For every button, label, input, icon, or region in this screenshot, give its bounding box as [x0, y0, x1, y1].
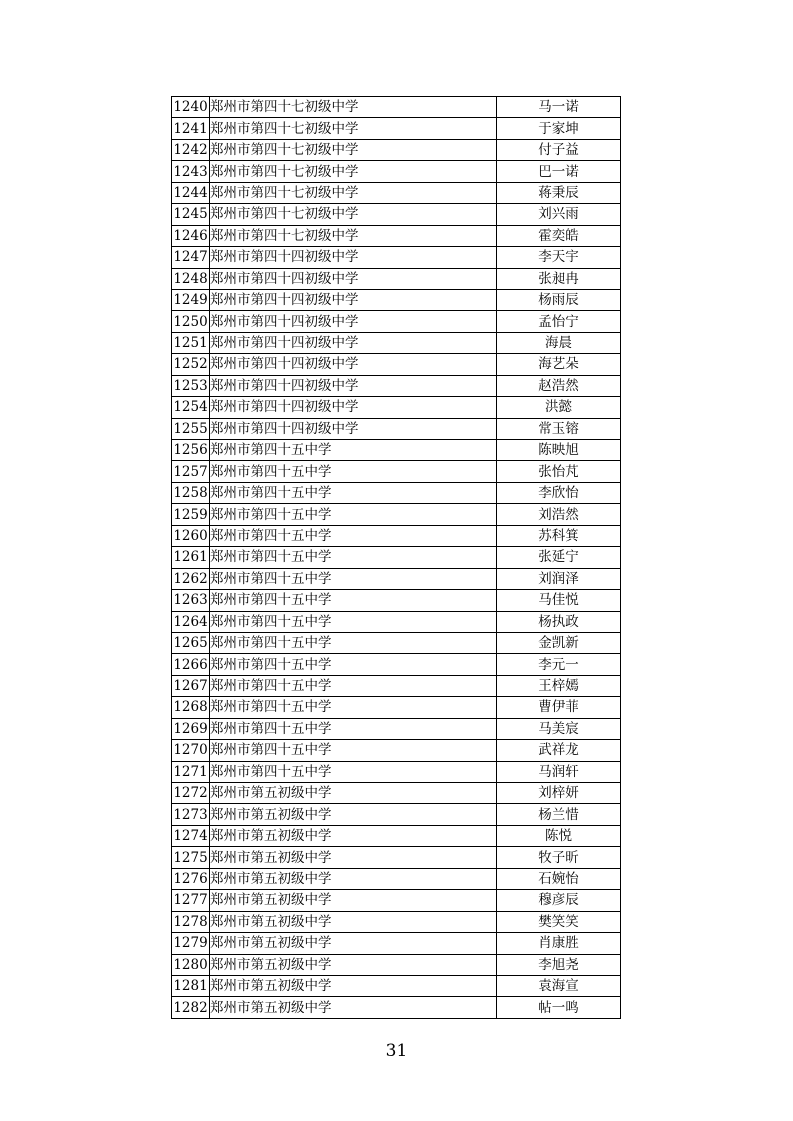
- student-name-cell: 马润轩: [497, 761, 621, 782]
- row-number-cell: 1243: [172, 161, 210, 182]
- row-number-cell: 1253: [172, 375, 210, 396]
- row-number-cell: 1278: [172, 911, 210, 932]
- student-name-cell: 蒋秉辰: [497, 182, 621, 203]
- table-row: [172, 225, 621, 246]
- student-name-cell: 李旭尧: [497, 954, 621, 975]
- row-number-cell: 1268: [172, 697, 210, 718]
- table-row: [172, 332, 621, 353]
- school-name-cell: 郑州市第五初级中学: [210, 997, 497, 1018]
- school-name-cell: 郑州市第四十四初级中学: [210, 397, 497, 418]
- page-number: 31: [385, 1041, 408, 1061]
- school-name-cell: 郑州市第四十五中学: [210, 718, 497, 739]
- school-name-cell: 郑州市第四十五中学: [210, 697, 497, 718]
- student-name-cell: 石婉怡: [497, 868, 621, 889]
- student-name-cell: 杨雨辰: [497, 289, 621, 310]
- table-row: [172, 868, 621, 889]
- school-name-cell: 郑州市第四十五中学: [210, 568, 497, 589]
- row-number-cell: 1270: [172, 740, 210, 761]
- table-row: [172, 933, 621, 954]
- school-name-cell: 郑州市第四十七初级中学: [210, 225, 497, 246]
- row-number-cell: 1256: [172, 440, 210, 461]
- row-number-cell: 1274: [172, 825, 210, 846]
- student-name-cell: 海艺朵: [497, 354, 621, 375]
- row-number-cell: 1262: [172, 568, 210, 589]
- row-number-cell: 1279: [172, 933, 210, 954]
- school-name-cell: 郑州市第四十四初级中学: [210, 332, 497, 353]
- roster-table-body: [172, 97, 621, 1019]
- table-row: [172, 590, 621, 611]
- row-number-cell: 1273: [172, 804, 210, 825]
- table-row: [172, 525, 621, 546]
- row-number-cell: 1260: [172, 525, 210, 546]
- student-name-cell: 袁海宣: [497, 975, 621, 996]
- student-name-cell: 张昶冉: [497, 268, 621, 289]
- student-name-cell: 海晨: [497, 332, 621, 353]
- table-row: [172, 847, 621, 868]
- student-name-cell: 肖康胜: [497, 933, 621, 954]
- student-name-cell: 于家坤: [497, 118, 621, 139]
- student-name-cell: 洪懿: [497, 397, 621, 418]
- school-name-cell: 郑州市第五初级中学: [210, 825, 497, 846]
- table-row: [172, 547, 621, 568]
- school-name-cell: 郑州市第四十五中学: [210, 504, 497, 525]
- table-row: [172, 440, 621, 461]
- row-number-cell: 1248: [172, 268, 210, 289]
- school-name-cell: 郑州市第五初级中学: [210, 933, 497, 954]
- row-number-cell: 1254: [172, 397, 210, 418]
- student-name-cell: 王梓嫣: [497, 675, 621, 696]
- table-row: [172, 890, 621, 911]
- row-number-cell: 1280: [172, 954, 210, 975]
- row-number-cell: 1258: [172, 482, 210, 503]
- school-name-cell: 郑州市第四十四初级中学: [210, 268, 497, 289]
- row-number-cell: 1265: [172, 632, 210, 653]
- school-name-cell: 郑州市第四十五中学: [210, 675, 497, 696]
- school-name-cell: 郑州市第四十四初级中学: [210, 354, 497, 375]
- table-row: [172, 761, 621, 782]
- student-name-cell: 刘兴雨: [497, 204, 621, 225]
- table-row: [172, 783, 621, 804]
- student-name-cell: 赵浩然: [497, 375, 621, 396]
- row-number-cell: 1263: [172, 590, 210, 611]
- school-name-cell: 郑州市第五初级中学: [210, 975, 497, 996]
- row-number-cell: 1271: [172, 761, 210, 782]
- table-row: [172, 247, 621, 268]
- table-row: [172, 182, 621, 203]
- school-name-cell: 郑州市第四十七初级中学: [210, 161, 497, 182]
- table-row: [172, 654, 621, 675]
- student-name-cell: 曹伊菲: [497, 697, 621, 718]
- table-row: [172, 418, 621, 439]
- school-name-cell: 郑州市第五初级中学: [210, 890, 497, 911]
- table-row: [172, 697, 621, 718]
- table-row: [172, 482, 621, 503]
- school-name-cell: 郑州市第四十四初级中学: [210, 375, 497, 396]
- row-number-cell: 1242: [172, 139, 210, 160]
- school-name-cell: 郑州市第四十五中学: [210, 740, 497, 761]
- row-number-cell: 1240: [172, 97, 210, 118]
- table-row: [172, 118, 621, 139]
- row-number-cell: 1255: [172, 418, 210, 439]
- row-number-cell: 1269: [172, 718, 210, 739]
- student-name-cell: 马一诺: [497, 97, 621, 118]
- student-name-cell: 孟怡宁: [497, 311, 621, 332]
- row-number-cell: 1275: [172, 847, 210, 868]
- row-number-cell: 1282: [172, 997, 210, 1018]
- row-number-cell: 1259: [172, 504, 210, 525]
- school-name-cell: 郑州市第四十七初级中学: [210, 139, 497, 160]
- school-name-cell: 郑州市第四十七初级中学: [210, 118, 497, 139]
- row-number-cell: 1281: [172, 975, 210, 996]
- table-row: [172, 975, 621, 996]
- table-row: [172, 997, 621, 1018]
- row-number-cell: 1277: [172, 890, 210, 911]
- school-name-cell: 郑州市第四十五中学: [210, 611, 497, 632]
- student-name-cell: 张延宁: [497, 547, 621, 568]
- row-number-cell: 1267: [172, 675, 210, 696]
- school-name-cell: 郑州市第四十五中学: [210, 440, 497, 461]
- table-row: [172, 718, 621, 739]
- table-row: [172, 804, 621, 825]
- school-name-cell: 郑州市第四十七初级中学: [210, 204, 497, 225]
- school-name-cell: 郑州市第五初级中学: [210, 804, 497, 825]
- table-row: [172, 161, 621, 182]
- table-row: [172, 289, 621, 310]
- table-row: [172, 504, 621, 525]
- school-name-cell: 郑州市第四十五中学: [210, 525, 497, 546]
- student-name-cell: 苏科箕: [497, 525, 621, 546]
- student-name-cell: 马美宸: [497, 718, 621, 739]
- row-number-cell: 1276: [172, 868, 210, 889]
- school-name-cell: 郑州市第四十五中学: [210, 761, 497, 782]
- student-name-cell: 付子益: [497, 139, 621, 160]
- row-number-cell: 1244: [172, 182, 210, 203]
- row-number-cell: 1272: [172, 783, 210, 804]
- row-number-cell: 1249: [172, 289, 210, 310]
- student-name-cell: 李欣怡: [497, 482, 621, 503]
- student-name-cell: 樊笑笑: [497, 911, 621, 932]
- student-name-cell: 常玉镕: [497, 418, 621, 439]
- student-name-cell: 李天宇: [497, 247, 621, 268]
- table-row: [172, 461, 621, 482]
- table-row: [172, 568, 621, 589]
- table-row: [172, 611, 621, 632]
- student-name-cell: 刘浩然: [497, 504, 621, 525]
- student-name-cell: 金凯新: [497, 632, 621, 653]
- school-name-cell: 郑州市第四十五中学: [210, 590, 497, 611]
- school-name-cell: 郑州市第四十四初级中学: [210, 247, 497, 268]
- row-number-cell: 1247: [172, 247, 210, 268]
- student-name-cell: 马佳悦: [497, 590, 621, 611]
- school-name-cell: 郑州市第四十四初级中学: [210, 311, 497, 332]
- school-name-cell: 郑州市第五初级中学: [210, 783, 497, 804]
- school-name-cell: 郑州市第五初级中学: [210, 868, 497, 889]
- school-name-cell: 郑州市第四十五中学: [210, 632, 497, 653]
- student-name-cell: 李元一: [497, 654, 621, 675]
- table-row: [172, 354, 621, 375]
- school-name-cell: 郑州市第四十七初级中学: [210, 182, 497, 203]
- row-number-cell: 1241: [172, 118, 210, 139]
- school-name-cell: 郑州市第五初级中学: [210, 847, 497, 868]
- table-row: [172, 911, 621, 932]
- school-name-cell: 郑州市第四十四初级中学: [210, 418, 497, 439]
- student-name-cell: 张怡芃: [497, 461, 621, 482]
- student-name-cell: 刘梓妍: [497, 783, 621, 804]
- row-number-cell: 1261: [172, 547, 210, 568]
- table-row: [172, 204, 621, 225]
- row-number-cell: 1251: [172, 332, 210, 353]
- row-number-cell: 1264: [172, 611, 210, 632]
- table-row: [172, 825, 621, 846]
- school-name-cell: 郑州市第五初级中学: [210, 954, 497, 975]
- row-number-cell: 1266: [172, 654, 210, 675]
- school-name-cell: 郑州市第五初级中学: [210, 911, 497, 932]
- student-name-cell: 杨执政: [497, 611, 621, 632]
- student-name-cell: 帖一鸣: [497, 997, 621, 1018]
- school-name-cell: 郑州市第四十五中学: [210, 547, 497, 568]
- school-name-cell: 郑州市第四十五中学: [210, 461, 497, 482]
- table-row: [172, 311, 621, 332]
- row-number-cell: 1250: [172, 311, 210, 332]
- row-number-cell: 1252: [172, 354, 210, 375]
- table-row: [172, 139, 621, 160]
- student-name-cell: 霍奕皓: [497, 225, 621, 246]
- table-row: [172, 268, 621, 289]
- table-row: [172, 375, 621, 396]
- school-name-cell: 郑州市第四十七初级中学: [210, 97, 497, 118]
- student-name-cell: 穆彦辰: [497, 890, 621, 911]
- student-name-cell: 刘润泽: [497, 568, 621, 589]
- row-number-cell: 1246: [172, 225, 210, 246]
- student-name-cell: 陈映旭: [497, 440, 621, 461]
- table-row: [172, 675, 621, 696]
- school-name-cell: 郑州市第四十五中学: [210, 654, 497, 675]
- student-name-cell: 杨兰惜: [497, 804, 621, 825]
- student-name-cell: 陈悦: [497, 825, 621, 846]
- student-roster-table: [171, 96, 621, 1019]
- row-number-cell: 1257: [172, 461, 210, 482]
- row-number-cell: 1245: [172, 204, 210, 225]
- table-row: [172, 954, 621, 975]
- student-name-cell: 巴一诺: [497, 161, 621, 182]
- school-name-cell: 郑州市第四十四初级中学: [210, 289, 497, 310]
- table-row: [172, 97, 621, 118]
- table-row: [172, 740, 621, 761]
- student-name-cell: 牧子昕: [497, 847, 621, 868]
- table-row: [172, 632, 621, 653]
- table-row: [172, 397, 621, 418]
- school-name-cell: 郑州市第四十五中学: [210, 482, 497, 503]
- student-name-cell: 武祥龙: [497, 740, 621, 761]
